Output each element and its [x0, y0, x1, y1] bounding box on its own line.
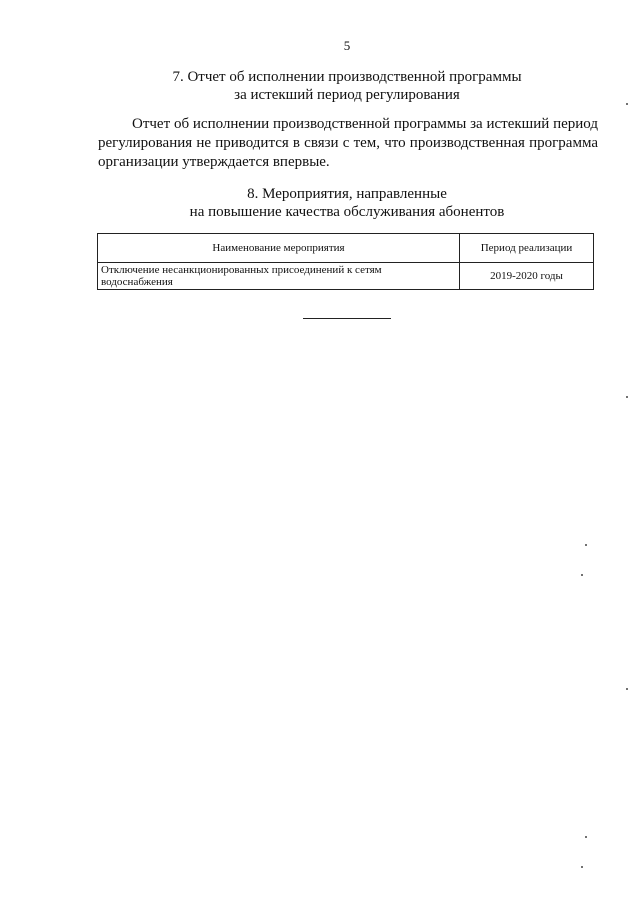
scan-speck — [585, 544, 587, 546]
column-header-period: Период реализации — [460, 234, 594, 263]
event-name-cell: Отключение несанкционированных присоединений к сетям водоснабжения — [98, 263, 460, 290]
scan-speck — [626, 396, 628, 398]
events-table — [97, 233, 594, 290]
scan-speck — [626, 103, 628, 105]
table-row — [98, 263, 594, 290]
section-7-paragraph: Отчет об исполнении производственной программы за истекший период регулирования не приводится в связи с тем, что производственная программа организации утверждается впервые. — [98, 116, 598, 170]
scan-speck — [581, 574, 583, 576]
column-header-name: Наименование мероприятия — [98, 234, 460, 263]
section-8-heading-line-2: на повышение качества обслуживания абонентов — [189, 204, 505, 220]
table-header-row — [98, 234, 594, 263]
section-7-heading-line-2: за истекший период регулирования — [234, 87, 460, 103]
section-7-heading — [0, 68, 640, 104]
section-8-heading — [0, 185, 640, 221]
scan-speck — [581, 866, 583, 868]
section-7-heading-line-1: 7. Отчет об исполнении производственной программы — [172, 69, 522, 85]
section-8-heading-line-1: 8. Мероприятия, направленные — [247, 186, 447, 202]
page-number: 5 — [343, 38, 351, 53]
scan-speck — [585, 836, 587, 838]
event-period-cell: 2019-2020 годы — [460, 263, 594, 290]
end-divider — [303, 318, 391, 319]
scan-speck — [626, 688, 628, 690]
